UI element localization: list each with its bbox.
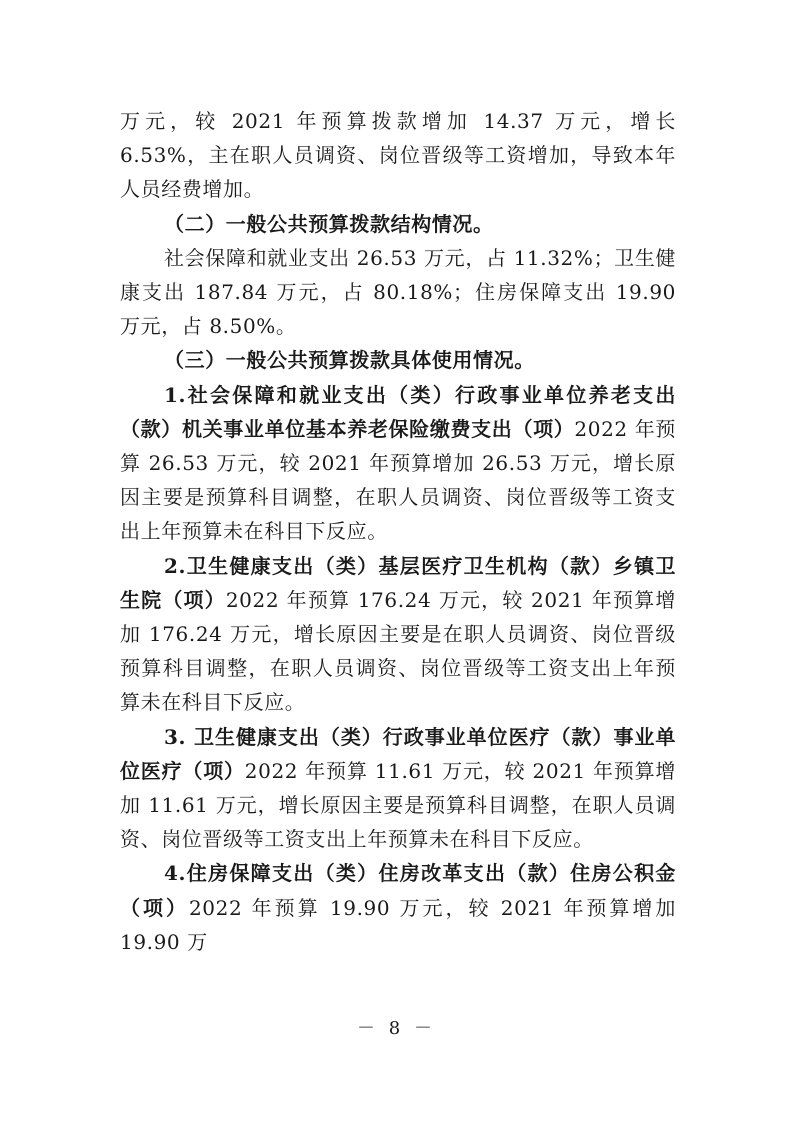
usage-item-2-text: 2022 年预算 176.24 万元，较 2021 年预算增加 176.24 万元，增长原因主要是在职人员调资、岗位晋级预算科目调整，在职人员调资、岗位晋级等工资支出上年预算未在科目下反应。 xyxy=(120,587,676,715)
section-heading-usage: （三）一般公共预算拨款具体使用情况。 xyxy=(164,348,535,373)
usage-item-4 xyxy=(120,856,676,959)
usage-item-3 xyxy=(120,720,676,857)
document-body xyxy=(120,104,676,959)
usage-item-2 xyxy=(120,549,676,720)
usage-item-1 xyxy=(120,378,676,549)
usage-item-4-title: 4.住房保障支出（类）住房改革支出（款）住房公积金（项） xyxy=(120,861,676,920)
section-heading-structure: （二）一般公共预算拨款结构情况。 xyxy=(164,211,494,236)
paragraph-structure: 社会保障和就业支出 26.53 万元，占 11.32%；卫生健康支出 187.84 万元，占 80.18%；住房保障支出 19.90 万元，占 8.50%。 xyxy=(120,245,676,339)
usage-item-3-title: 3. 卫生健康支出（类）行政事业单位医疗（款）事业单位医疗（项） xyxy=(120,724,676,783)
paragraph-personnel-cost: 万元，较 2021 年预算拨款增加 14.37 万元，增长 6.53%，主在职人员调资、岗位晋级等工资增加，导致本年人员经费增加。 xyxy=(120,109,676,202)
usage-item-1-text: 2022 年预算 26.53 万元，较 2021 年预算增加 26.53 万元，增长原因主要是预算科目调整，在职人员调资、岗位晋级等工资支出上年预算未在科目下反应。 xyxy=(120,416,676,544)
page-number: － 8 － xyxy=(357,1018,436,1039)
usage-item-1-title: 1.社会保障和就业支出（类）行政事业单位养老支出（款）机关事业单位基本养老保险缴费支出（项） xyxy=(120,382,676,441)
usage-item-4-text: 2022 年预算 19.90 万元，较 2021 年预算增加 19.90 万 xyxy=(120,895,676,954)
usage-item-3-text: 2022 年预算 11.61 万元，较 2021 年预算增加 11.61 万元，增长原因主要是预算科目调整，在职人员调资、岗位晋级等工资支出上年预算未在科目下反应。 xyxy=(120,758,676,852)
usage-item-2-title: 2.卫生健康支出（类）基层医疗卫生机构（款）乡镇卫生院（项） xyxy=(120,553,676,612)
